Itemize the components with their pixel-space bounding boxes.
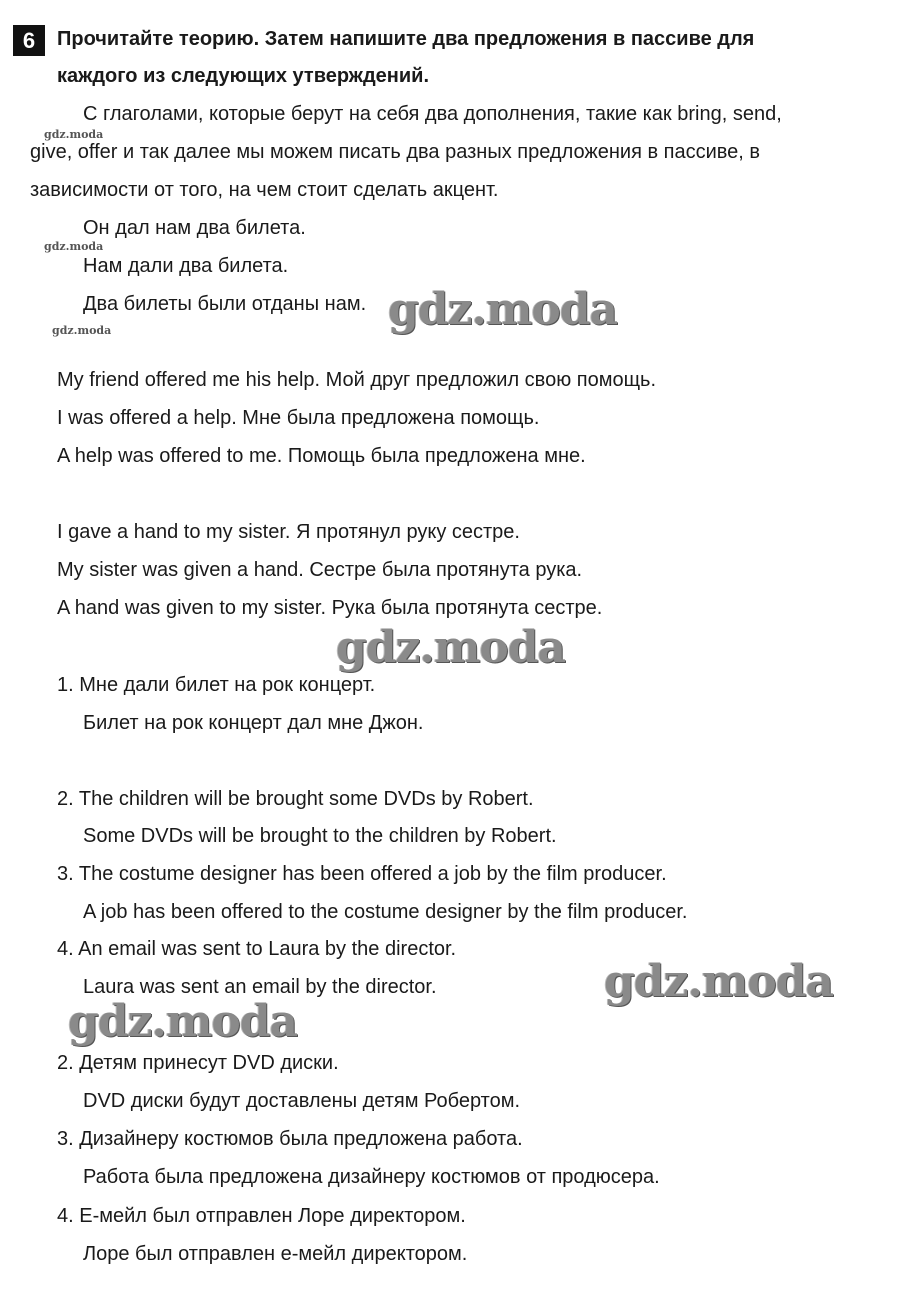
example-a-line-3: A help was offered to me. Помощь была предложена мне. [57, 445, 586, 467]
answer-4: 4. An email was sent to Laura by the director. [57, 938, 457, 960]
translation-4-alt: Лоре был отправлен е-мейл директором. [83, 1243, 468, 1265]
watermark-large-3: gdz.moda [604, 956, 834, 1007]
answer-2-alt: Some DVDs will be brought to the children by Robert. [83, 825, 557, 847]
watermark-small-2: gdz.moda [44, 240, 104, 253]
exercise-number-badge: 6 [13, 25, 45, 56]
example-a-line-2: I was offered a help. Мне была предложена помощь. [57, 407, 540, 429]
answer-3: 3. The costume designer has been offered a job by the film producer. [57, 863, 667, 885]
watermark-small-3: gdz.moda [52, 324, 112, 337]
translation-4: 4. Е-мейл был отправлен Лоре директором. [57, 1205, 466, 1227]
watermark-small-1: gdz.moda [44, 128, 104, 141]
theory-example-2: Нам дали два билета. [83, 255, 289, 277]
answer-2: 2. The children will be brought some DVDs by Robert. [57, 788, 534, 810]
theory-paragraph-line-1: С глаголами, которые берут на себя два дополнения, такие как bring, send, [83, 103, 782, 125]
translation-3: 3. Дизайнеру костюмов была предложена работа. [57, 1128, 523, 1150]
answer-1: 1. Мне дали билет на рок концерт. [57, 674, 376, 696]
example-a-line-1: My friend offered me his help. Мой друг предложил свою помощь. [57, 369, 657, 391]
theory-example-3: Два билеты были отданы нам. [83, 293, 367, 315]
example-b-line-3: A hand was given to my sister. Рука была протянута сестре. [57, 597, 603, 619]
example-b-line-1: I gave a hand to my sister. Я протянул руку сестре. [57, 521, 520, 543]
theory-paragraph-line-2: give, offer и так далее мы можем писать два разных предложения в пассиве, в [30, 141, 761, 163]
translation-2-alt: DVD диски будут доставлены детям Робертом. [83, 1090, 521, 1112]
watermark-large-2: gdz.moda [336, 622, 566, 673]
watermark-large-1: gdz.moda [388, 284, 618, 335]
answer-4-alt: Laura was sent an email by the director. [83, 976, 437, 998]
instruction-line-2: каждого из следующих утверждений. [57, 65, 430, 87]
watermark-large-4: gdz.moda [68, 996, 298, 1047]
example-b-line-2: My sister was given a hand. Сестре была протянута рука. [57, 559, 583, 581]
answer-1-alt: Билет на рок концерт дал мне Джон. [83, 712, 424, 734]
theory-example-1: Он дал нам два билета. [83, 217, 306, 239]
translation-3-alt: Работа была предложена дизайнеру костюмов от продюсера. [83, 1166, 660, 1188]
theory-paragraph-line-3: зависимости от того, на чем стоит сделать акцент. [30, 179, 499, 201]
translation-2: 2. Детям принесут DVD диски. [57, 1052, 339, 1074]
answer-3-alt: A job has been offered to the costume designer by the film producer. [83, 901, 688, 923]
instruction-line-1: Прочитайте теорию. Затем напишите два предложения в пассиве для [57, 28, 755, 50]
